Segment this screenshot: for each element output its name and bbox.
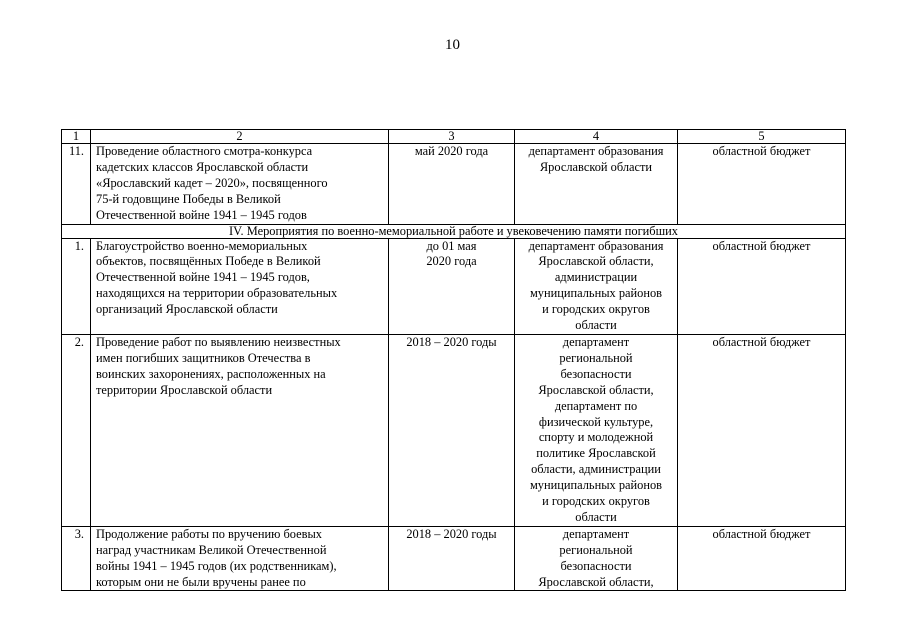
event-executor-line: департамент — [562, 334, 630, 349]
event-name-line: Продолжение работы по вручению боевых — [96, 526, 322, 541]
event-funding: областной бюджет — [678, 238, 846, 334]
event-funding: областной бюджет — [678, 526, 846, 591]
column-header-1: 1 — [62, 130, 91, 144]
event-period-line: 2018 – 2020 годы — [406, 334, 497, 349]
row-number: 11. — [62, 144, 91, 225]
event-period — [389, 238, 515, 334]
event-name-line: «Ярославский кадет – 2020», посвященного — [96, 175, 328, 190]
event-name-line: Проведение работ по выявлению неизвестных — [96, 334, 341, 349]
event-name-line: Благоустройство военно-мемориальных — [96, 238, 308, 253]
event-name — [91, 526, 389, 591]
event-name — [91, 334, 389, 526]
event-executor-line: и городских округов — [542, 494, 650, 509]
page-number: 10 — [445, 37, 460, 53]
events-table — [61, 129, 846, 591]
event-executor-line: департамент образования — [528, 144, 664, 158]
table-row — [62, 238, 846, 334]
event-period — [389, 334, 515, 526]
row-number: 3. — [62, 526, 91, 591]
event-name-line: имен погибших защитников Отечества в — [96, 350, 311, 365]
event-executor-line: физической культуре, — [538, 414, 654, 429]
event-executor — [515, 334, 678, 526]
event-executor-line: области — [575, 509, 617, 524]
event-executor — [515, 238, 678, 334]
event-executor-line: департамент по — [554, 398, 638, 413]
row-number: 2. — [62, 334, 91, 526]
column-header-row — [62, 130, 846, 144]
section-row — [62, 224, 846, 238]
event-executor-line: администрации — [554, 270, 638, 285]
event-name-line: которым они не были вручены ранее по — [96, 574, 306, 589]
event-executor-line: региональной — [559, 350, 633, 365]
event-executor-line: Ярославской области, — [538, 574, 654, 589]
event-name-line: воинских захоронениях, расположенных на — [96, 366, 326, 381]
event-funding: областной бюджет — [678, 334, 846, 526]
event-executor-line: и городских округов — [542, 302, 650, 317]
event-executor-line: муниципальных районов — [529, 478, 663, 493]
event-name-line: войны 1941 – 1945 годов (их родственникам), — [96, 558, 337, 573]
event-period — [389, 144, 515, 225]
event-executor-line: безопасности — [560, 558, 632, 573]
event-executor-line: Ярославской области — [539, 159, 653, 174]
event-executor-line: Ярославской области, — [538, 254, 654, 269]
event-name — [91, 144, 389, 225]
event-executor-line: департамент — [562, 526, 630, 541]
column-header-4: 4 — [515, 130, 678, 144]
event-period-line: до 01 мая — [426, 238, 477, 253]
event-executor-line: безопасности — [560, 366, 632, 381]
table-row — [62, 526, 846, 591]
event-executor-line: региональной — [559, 542, 633, 557]
column-header-3: 3 — [389, 130, 515, 144]
event-executor-line: спорту и молодежной — [538, 430, 654, 445]
event-executor-line: области — [575, 318, 617, 333]
event-name — [91, 238, 389, 334]
section-title: IV. Мероприятия по военно-мемориальной работе и увековечению памяти погибших — [62, 224, 846, 238]
event-name-line: кадетских классов Ярославской области — [96, 159, 309, 174]
column-header-2: 2 — [91, 130, 389, 144]
event-name-line: 75-й годовщине Победы в Великой — [96, 191, 281, 206]
event-name-line: Отечественной войне 1941 – 1945 годов, — [96, 270, 310, 285]
event-executor — [515, 144, 678, 225]
event-executor-line: Ярославской области, — [538, 382, 654, 397]
event-name-line: организаций Ярославской области — [96, 302, 278, 317]
event-period-line: 2018 – 2020 годы — [406, 526, 497, 541]
event-name-line: находящихся на территории образовательных — [96, 286, 338, 301]
event-name-line: наград участникам Великой Отечественной — [96, 542, 327, 557]
event-funding: областной бюджет — [678, 144, 846, 225]
event-executor-line: департамент образования — [528, 238, 664, 253]
event-executor — [515, 526, 678, 591]
event-period-line: 2020 года — [426, 254, 477, 269]
column-header-5: 5 — [678, 130, 846, 144]
event-executor-line: политике Ярославской — [536, 446, 656, 461]
event-name-line: Отечественной войне 1941 – 1945 годов — [96, 207, 307, 222]
event-executor-line: муниципальных районов — [529, 286, 663, 301]
table-row — [62, 144, 846, 225]
event-period — [389, 526, 515, 591]
event-name-line: территории Ярославской области — [96, 382, 273, 397]
event-period-line: май 2020 года — [414, 144, 489, 158]
row-number: 1. — [62, 238, 91, 334]
event-name-line: объектов, посвящённых Победе в Великой — [96, 254, 321, 269]
event-name-line: Проведение областного смотра-конкурса — [96, 144, 313, 158]
table-row — [62, 334, 846, 526]
event-executor-line: области, администрации — [531, 462, 661, 477]
table-body — [62, 130, 846, 591]
